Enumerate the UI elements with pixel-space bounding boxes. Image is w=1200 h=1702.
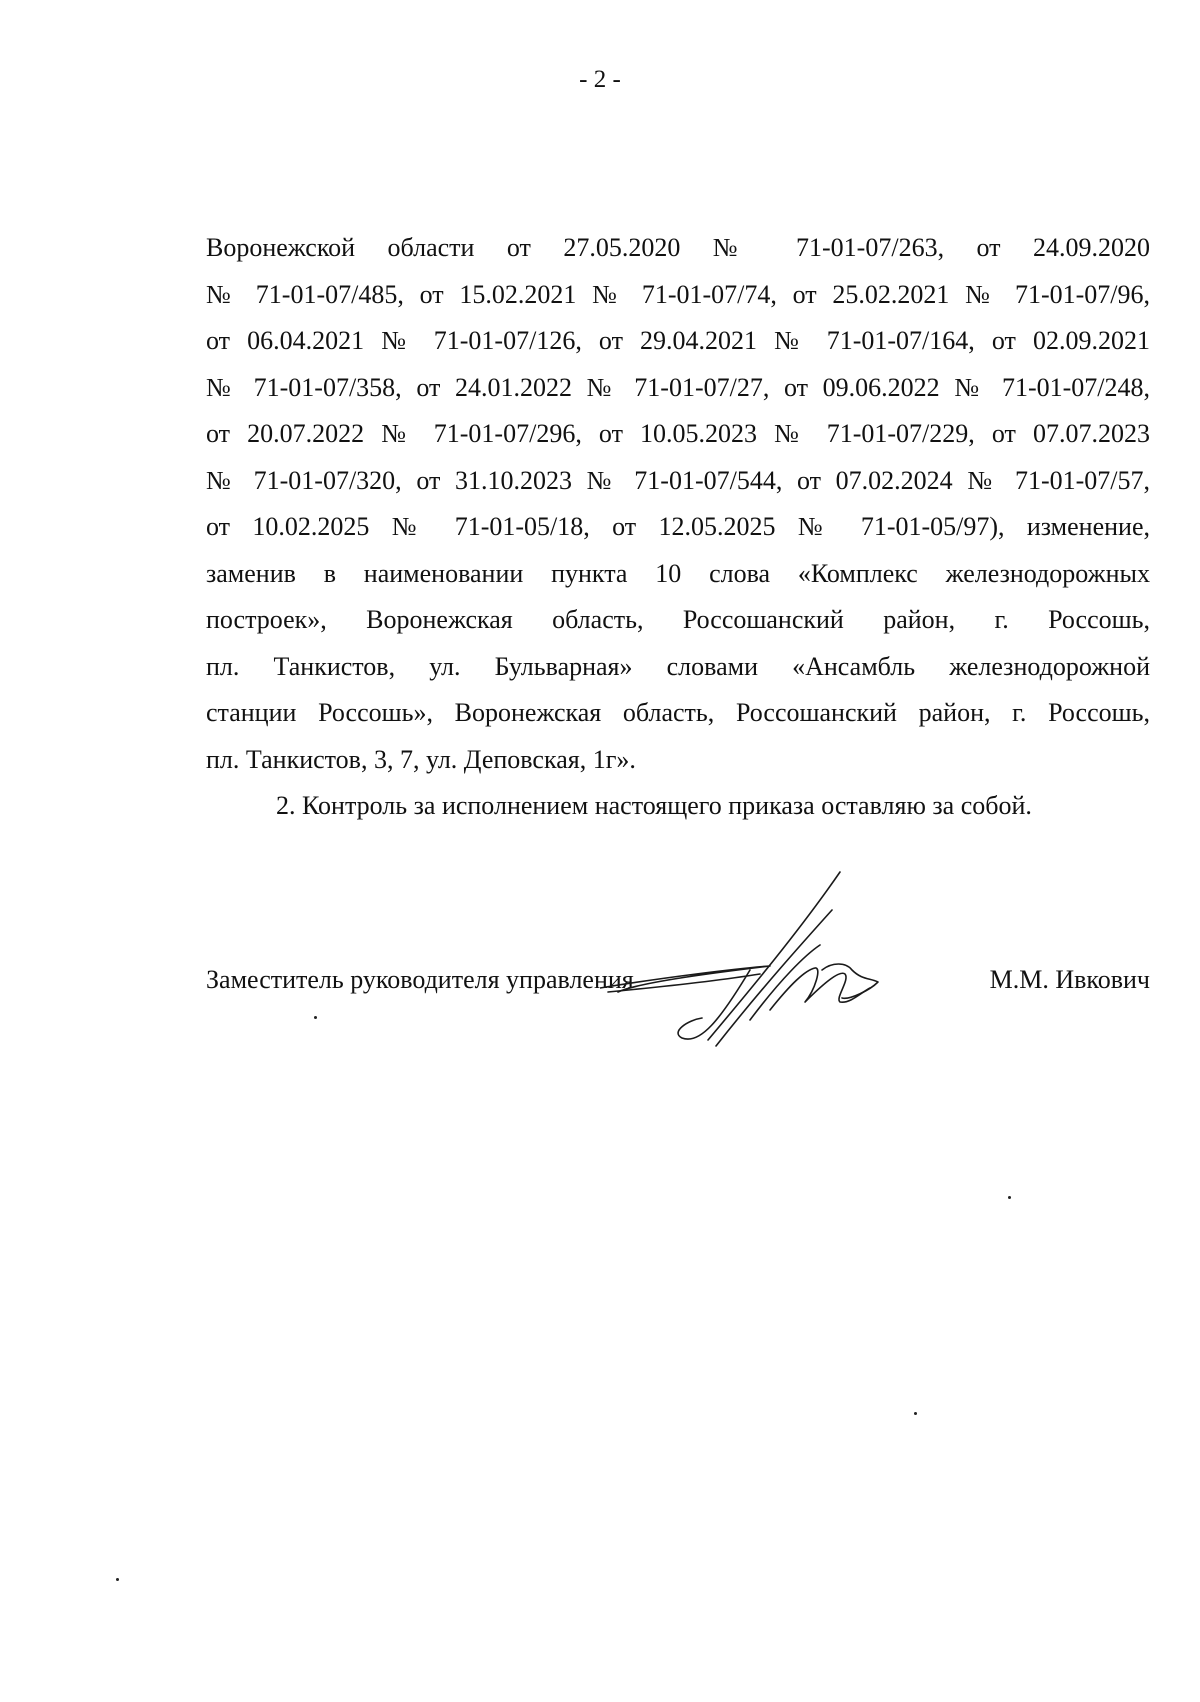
- text-line: построек», Воронежская область, Россошанский район, г. Россошь,: [206, 605, 1150, 634]
- text-line: от 10.02.2025 № 71-01-05/18, от 12.05.2025 № 71-01-05/97), изменение,: [206, 512, 1150, 541]
- text-line: пл. Танкистов, 3, 7, ул. Деповская, 1г».: [206, 744, 636, 774]
- scan-speck: [914, 1412, 917, 1415]
- text-line: № 71-01-07/320, от 31.10.2023 № 71-01-07/544, от 07.02.2024 № 71-01-07/57,: [206, 465, 1150, 495]
- signer-name: М.М. Ивкович: [989, 965, 1150, 994]
- text-line: от 06.04.2021 № 71-01-07/126, от 29.04.2021 № 71-01-07/164, от 02.09.2021: [206, 326, 1150, 355]
- text-line: № 71-01-07/485, от 15.02.2021 № 71-01-07/74, от 25.02.2021 № 71-01-07/96,: [206, 279, 1150, 309]
- scan-speck: [1008, 1196, 1011, 1199]
- text-line: заменив в наименовании пункта 10 слова «Комплекс железнодорожных: [206, 558, 1150, 588]
- handwritten-signature: [600, 870, 940, 1050]
- scan-speck: [116, 1578, 119, 1581]
- scan-speck: [314, 1016, 317, 1019]
- text-line: № 71-01-07/358, от 24.01.2022 № 71-01-07/27, от 09.06.2022 № 71-01-07/248,: [206, 372, 1150, 402]
- page-number: - 2 -: [579, 66, 621, 93]
- text-line: станции Россошь», Воронежская область, Россошанский район, г. Россошь,: [206, 698, 1150, 727]
- text-line: от 20.07.2022 № 71-01-07/296, от 10.05.2023 № 71-01-07/229, от 07.07.2023: [206, 419, 1150, 448]
- text-line: пл. Танкистов, ул. Бульварная» словами «Ансамбль железнодорожной: [206, 651, 1150, 681]
- text-line: Воронежской области от 27.05.2020 № 71-01-07/263, от 24.09.2020: [206, 233, 1150, 262]
- signer-position: Заместитель руководителя управления: [206, 965, 634, 994]
- order-body-text: [206, 225, 1150, 830]
- paragraph-2: 2. Контроль за исполнением настоящего приказа оставляю за собой.: [276, 791, 1032, 820]
